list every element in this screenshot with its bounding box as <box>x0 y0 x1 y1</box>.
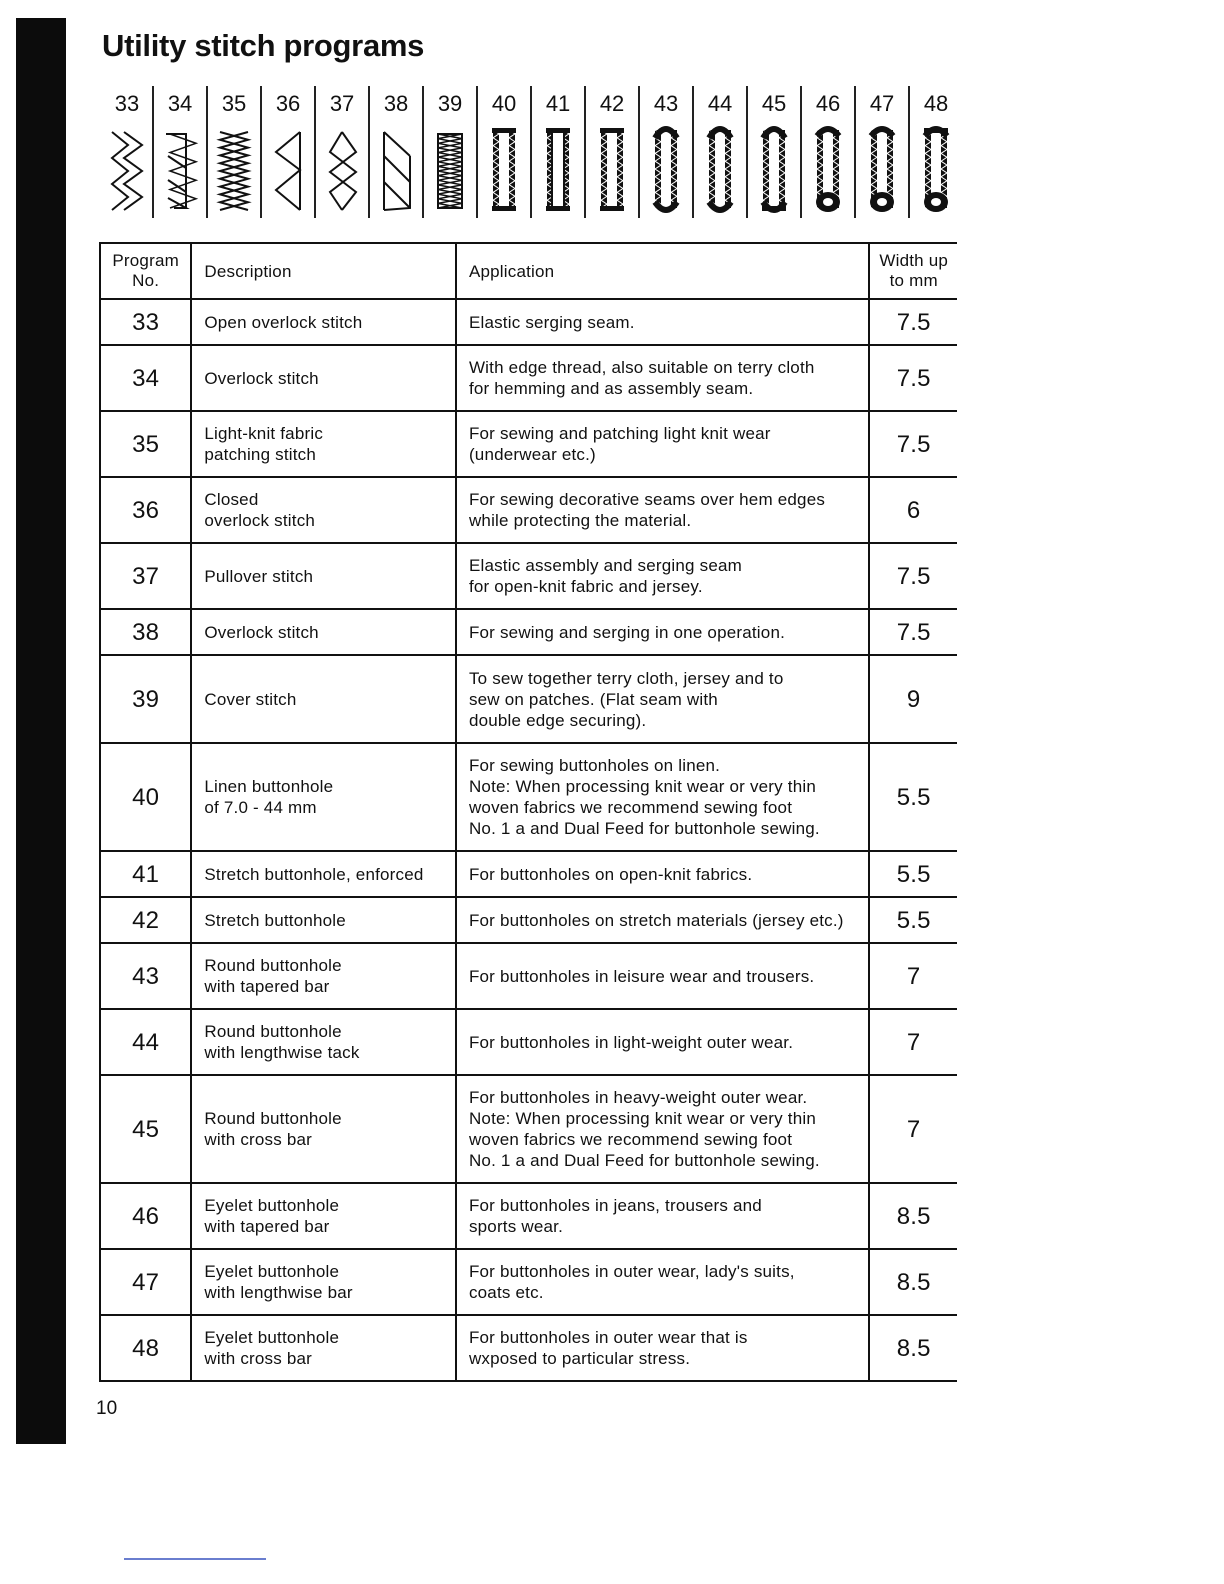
width-cell: 7.5 <box>869 345 957 411</box>
application-cell: For sewing decorative seams over hem edges while protecting the material. <box>456 477 869 543</box>
stitch-program-table <box>99 242 957 1382</box>
table-row <box>100 851 957 897</box>
table-row <box>100 1183 957 1249</box>
stitch-number: 47 <box>869 91 895 116</box>
pullover-stitch-icon <box>322 126 362 216</box>
width-cell: 7.5 <box>869 543 957 609</box>
stitch-pattern-40 <box>476 86 530 218</box>
application-cell: For buttonholes in light-weight outer wear. <box>456 1009 869 1075</box>
description-cell: Light-knit fabric patching stitch <box>191 411 456 477</box>
light-knit-patching-stitch-icon <box>214 126 254 216</box>
description-cell: Eyelet buttonhole with cross bar <box>191 1315 456 1381</box>
width-cell: 7.5 <box>869 411 957 477</box>
application-cell: For buttonholes in jeans, trousers and sports wear. <box>456 1183 869 1249</box>
application-cell: For buttonholes in outer wear, lady's suits, coats etc. <box>456 1249 869 1315</box>
application-cell: For buttonholes on stretch materials (jersey etc.) <box>456 897 869 943</box>
width-cell: 7.5 <box>869 609 957 655</box>
stitch-pattern-45 <box>746 86 800 218</box>
stitch-pattern-33 <box>102 86 152 218</box>
closed-overlock-stitch-icon <box>268 126 308 216</box>
description-cell: Eyelet buttonhole with tapered bar <box>191 1183 456 1249</box>
overlock-stitch-icon <box>376 126 416 216</box>
page-number: 10 <box>96 1398 118 1419</box>
program-number-cell: 34 <box>100 345 191 411</box>
table-row <box>100 609 957 655</box>
stitch-number: 38 <box>383 91 409 116</box>
program-number-cell: 48 <box>100 1315 191 1381</box>
width-cell: 9 <box>869 655 957 743</box>
width-cell: 5.5 <box>869 743 957 851</box>
round-buttonhole-cross-icon <box>754 126 794 216</box>
stitch-number: 46 <box>815 91 841 116</box>
application-cell: For buttonholes in heavy-weight outer wear. Note: When processing knit wear or very thin woven fabrics we recommend sewing foot No. 1 a and Dual Feed for buttonhole sewing. <box>456 1075 869 1183</box>
stitch-number: 42 <box>599 91 625 116</box>
header-application: Application <box>456 243 869 299</box>
description-cell: Open overlock stitch <box>191 299 456 345</box>
table-row <box>100 943 957 1009</box>
application-cell: To sew together terry cloth, jersey and to sew on patches. (Flat seam with double edge securing). <box>456 655 869 743</box>
table-row <box>100 1315 957 1381</box>
program-number-cell: 42 <box>100 897 191 943</box>
program-number-cell: 35 <box>100 411 191 477</box>
description-cell: Eyelet buttonhole with lengthwise bar <box>191 1249 456 1315</box>
program-number-cell: 47 <box>100 1249 191 1315</box>
stitch-number: 39 <box>437 91 463 116</box>
program-number-cell: 41 <box>100 851 191 897</box>
program-number-cell: 46 <box>100 1183 191 1249</box>
stitch-pattern-strip <box>102 86 962 218</box>
header-description: Description <box>191 243 456 299</box>
stitch-pattern-38 <box>368 86 422 218</box>
width-cell: 7 <box>869 1009 957 1075</box>
table-header-row <box>100 243 957 299</box>
program-number-cell: 37 <box>100 543 191 609</box>
application-cell: For buttonholes in leisure wear and trousers. <box>456 943 869 1009</box>
cover-stitch-icon <box>430 126 470 216</box>
table-row <box>100 1249 957 1315</box>
stitch-number: 44 <box>707 91 733 116</box>
program-number-cell: 43 <box>100 943 191 1009</box>
stitch-pattern-42 <box>584 86 638 218</box>
stitch-number: 35 <box>221 91 247 116</box>
program-number-cell: 36 <box>100 477 191 543</box>
description-cell: Cover stitch <box>191 655 456 743</box>
linen-buttonhole-icon <box>484 126 524 216</box>
application-cell: For sewing and serging in one operation. <box>456 609 869 655</box>
stitch-number: 37 <box>329 91 355 116</box>
stitch-number: 45 <box>761 91 787 116</box>
stretch-buttonhole-enforced-icon <box>538 126 578 216</box>
stitch-pattern-47 <box>854 86 908 218</box>
application-cell: With edge thread, also suitable on terry cloth for hemming and as assembly seam. <box>456 345 869 411</box>
description-cell: Stretch buttonhole <box>191 897 456 943</box>
program-number-cell: 44 <box>100 1009 191 1075</box>
table-row <box>100 655 957 743</box>
program-number-cell: 45 <box>100 1075 191 1183</box>
table-row <box>100 1009 957 1075</box>
width-cell: 7 <box>869 1075 957 1183</box>
description-cell: Pullover stitch <box>191 543 456 609</box>
application-cell: For buttonholes on open-knit fabrics. <box>456 851 869 897</box>
table-row <box>100 897 957 943</box>
application-cell: For sewing and patching light knit wear (underwear etc.) <box>456 411 869 477</box>
stitch-pattern-41 <box>530 86 584 218</box>
footer-rule <box>124 1558 266 1560</box>
program-number-cell: 40 <box>100 743 191 851</box>
table-row <box>100 1075 957 1183</box>
description-cell: Overlock stitch <box>191 345 456 411</box>
application-cell: For sewing buttonholes on linen. Note: When processing knit wear or very thin woven fabrics we recommend sewing foot No. 1 a and Dual Feed for buttonhole sewing. <box>456 743 869 851</box>
description-cell: Linen buttonhole of 7.0 - 44 mm <box>191 743 456 851</box>
width-cell: 5.5 <box>869 851 957 897</box>
description-cell: Stretch buttonhole, enforced <box>191 851 456 897</box>
stitch-number: 33 <box>114 91 140 116</box>
stretch-buttonhole-icon <box>592 126 632 216</box>
description-cell: Round buttonhole with lengthwise tack <box>191 1009 456 1075</box>
stitch-pattern-35 <box>206 86 260 218</box>
eyelet-buttonhole-cross-icon <box>916 126 956 216</box>
left-margin-bar <box>16 18 66 1444</box>
stitch-number: 43 <box>653 91 679 116</box>
table-row <box>100 345 957 411</box>
program-number-cell: 39 <box>100 655 191 743</box>
stitch-pattern-34 <box>152 86 206 218</box>
description-cell: Round buttonhole with cross bar <box>191 1075 456 1183</box>
width-cell: 8.5 <box>869 1249 957 1315</box>
table-row <box>100 543 957 609</box>
description-cell: Closed overlock stitch <box>191 477 456 543</box>
open-overlock-stitch-icon <box>108 126 148 216</box>
eyelet-buttonhole-lengthwise-icon <box>862 126 902 216</box>
stitch-pattern-36 <box>260 86 314 218</box>
stitch-number: 36 <box>275 91 301 116</box>
width-cell: 5.5 <box>869 897 957 943</box>
width-cell: 7.5 <box>869 299 957 345</box>
stitch-number: 40 <box>491 91 517 116</box>
overlock-stitch-icon <box>160 126 200 216</box>
width-cell: 8.5 <box>869 1183 957 1249</box>
stitch-pattern-48 <box>908 86 962 218</box>
stitch-number: 41 <box>545 91 571 116</box>
table-row <box>100 299 957 345</box>
width-cell: 6 <box>869 477 957 543</box>
header-width: Width up to mm <box>869 243 957 299</box>
program-number-cell: 33 <box>100 299 191 345</box>
description-cell: Round buttonhole with tapered bar <box>191 943 456 1009</box>
round-buttonhole-tapered-icon <box>646 126 686 216</box>
program-number-cell: 38 <box>100 609 191 655</box>
stitch-pattern-39 <box>422 86 476 218</box>
table-row <box>100 477 957 543</box>
application-cell: For buttonholes in outer wear that is wxposed to particular stress. <box>456 1315 869 1381</box>
stitch-pattern-37 <box>314 86 368 218</box>
stitch-number: 34 <box>167 91 193 116</box>
description-cell: Overlock stitch <box>191 609 456 655</box>
stitch-pattern-44 <box>692 86 746 218</box>
round-buttonhole-lengthwise-icon <box>700 126 740 216</box>
header-program-no: Program No. <box>100 243 191 299</box>
eyelet-buttonhole-tapered-icon <box>808 126 848 216</box>
stitch-pattern-43 <box>638 86 692 218</box>
width-cell: 7 <box>869 943 957 1009</box>
stitch-number: 48 <box>923 91 949 116</box>
stitch-pattern-46 <box>800 86 854 218</box>
application-cell: Elastic serging seam. <box>456 299 869 345</box>
table-row <box>100 411 957 477</box>
width-cell: 8.5 <box>869 1315 957 1381</box>
application-cell: Elastic assembly and serging seam for open-knit fabric and jersey. <box>456 543 869 609</box>
table-row <box>100 743 957 851</box>
page-title: Utility stitch programs <box>102 28 425 63</box>
